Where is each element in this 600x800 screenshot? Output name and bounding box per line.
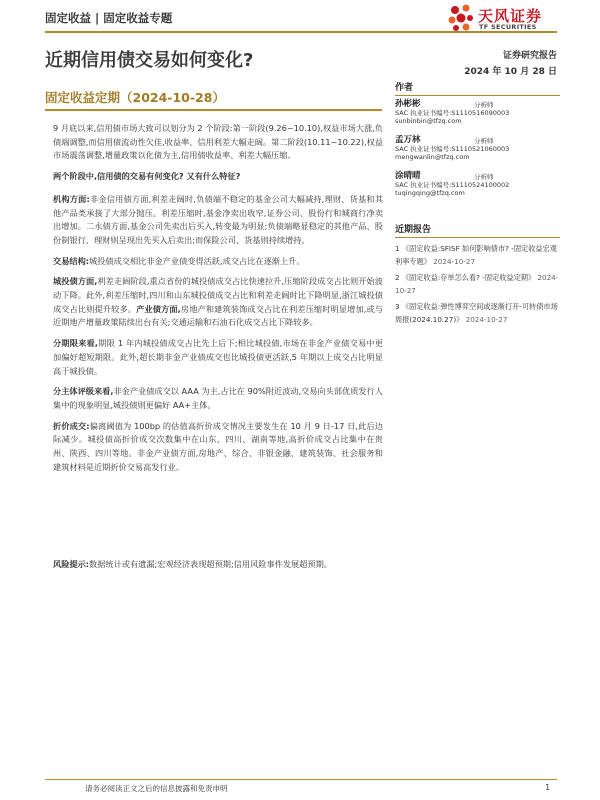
recent-heading: 近期报告 (395, 225, 432, 235)
term-paragraph (53, 337, 383, 378)
risk-label: 风险提示: (53, 559, 90, 569)
author-card (395, 172, 560, 208)
key-question: 两个阶段中,信用债的交易有何变化? 又有什么特征? (53, 171, 241, 182)
recent-reports (395, 222, 560, 326)
institutions-paragraph (53, 193, 383, 248)
page-subtitle: 固定收益定期（2024-10-28） (45, 90, 225, 105)
sidebar (395, 80, 560, 329)
discount-paragraph (53, 420, 383, 475)
risk-text: 数据统计或有遗漏;宏观经济表现超预期;信用风险事件发展超预期。 (89, 559, 332, 569)
author-email[interactable]: mengwanlin@tfzq.com (395, 153, 470, 161)
para-text: 期限 1 年内城投债成交占比先上后下;相比城投债,市场在非金产业债交易中更加偏好超短期限。此外,超长期非金产业债成交也比城投债更活跃,5 年期以上成交占比明显高于城投债。 (53, 338, 383, 376)
subtitle-divider (45, 109, 382, 111)
page-number: 1 (545, 783, 550, 792)
recent-report-date: 2024-10-27 (433, 257, 476, 266)
para-label: 交易结构: (53, 255, 90, 266)
recent-report-title[interactable]: 3 《固定收益:弹性博弈空间或逐渐打开-可转债市场周报(2024.10.27)》 (395, 302, 558, 324)
recent-report-item[interactable] (395, 300, 560, 326)
rating-paragraph (53, 385, 383, 412)
page-title: 近期信用债交易如何变化? (45, 50, 254, 71)
author-role: 分析师 (474, 137, 494, 145)
para-text: 利差走阔阶段,重点省份的城投债成交占比快速拉升,压缩阶段成交占比则开始波动下降。此外,利差压缩时,四川和山东城投债成交占比和利差走阔时比下降明显,浙江城投债成交占比则提升较多。 (53, 276, 383, 314)
author-name: 孟万林 (395, 135, 421, 145)
author-card (395, 100, 560, 136)
para-text: 偏离阈值为 100bp 的估值高折价成交情况主要发生在 10 月 9 日-17 日,此后边际减少。城投债高折价成交次数集中在山东、四川、湖南等地,高折价成交占比集中在贵州、陕西、四川等地。非金产业债方面,房地产、综合、非银金融、建筑装饰、社会服务和建筑材料是近期折价交易高发行业。 (53, 420, 383, 472)
para-text: 非金产业债成交以 AAA 为主,占比在 90%附近波动,交易向头部优质发行人集中的现象明显,城投债则更偏好 AA+主体。 (53, 386, 383, 410)
report-date: 2024 年 10 月 28 日 (464, 67, 557, 77)
author-email[interactable]: sunbinbin@tfzq.com (395, 117, 462, 125)
para-label: 折价成交: (53, 420, 90, 431)
authors-divider (395, 95, 560, 96)
para-label: 分期限来看, (53, 338, 99, 349)
report-category: 固定收益 | 固定收益专题 (45, 11, 173, 25)
recent-report-date: 2024-10-27 (395, 273, 559, 295)
para-text: 非金信用债方面,利差走阔时,负债端不稳定的基金公司大幅减持,理财、货基和其他产品类承接了大部分抛压。利差压缩时,基金净卖出收窄,证券公司、股份行和城商行净卖出增加。二永债方面,基金公司先卖出后买入,转变最为明显;负债端略显稳定的其他产品、股份制银行、理财则呈现出先买入后卖出;而保险公司、货基则持续增持。 (53, 193, 384, 245)
author-name: 孙彬彬 (395, 99, 421, 109)
recent-report-date: 2024-10-27 (465, 315, 508, 324)
logo-cn-text: 天风证券 (478, 7, 543, 25)
tf-logo-icon (446, 3, 476, 33)
para-label: 分主体评级来看, (53, 386, 114, 397)
para-label: 城投债方面, (53, 276, 98, 287)
recent-divider (395, 237, 560, 238)
recent-report-title[interactable]: 2 《固定收益:存单怎么看? -固定收益定期》 (395, 273, 536, 282)
risk-warning (53, 558, 383, 572)
author-role: 分析师 (474, 173, 494, 181)
recent-report-item[interactable] (395, 271, 560, 297)
structure-paragraph (53, 255, 383, 269)
para-text: 房地产和建筑装饰成交占比在利差压缩时明显增加,或与近期地产增量政策陆续出台有关;交通运输和石油石化成交占比下降较多。 (53, 303, 383, 328)
author-cert: SAC 执业证书编号:S1110516090003 (395, 108, 510, 117)
authors-heading: 作者 (395, 83, 414, 93)
intro-paragraph: 9 月底以来,信用债市场大致可以划分为 2 个阶段:第一阶段(9.26~10.10),权益市场大涨,负债端调整,而信用债流动性欠佳,收益率、信用利差大幅走阔。第二阶段(10.11~10.22),权益市场震荡调整,增量政策以化债为主,信用债收益率、利差大幅压缩。 (53, 123, 383, 161)
author-email[interactable]: tuqingqing@tfzq.com (395, 189, 465, 197)
report-type: 证券研究报告 (502, 51, 557, 61)
para-label: 产业债方面, (136, 303, 181, 314)
chengtou-paragraph (53, 275, 383, 330)
recent-report-item[interactable] (395, 242, 560, 268)
para-text: 城投债成交相比非金产业债变得活跃,成交占比在逐渐上升。 (89, 255, 305, 266)
author-name: 涂晴晴 (395, 171, 421, 181)
footer-disclaimer: 请务必阅读正文之后的信息披露和免责申明 (85, 784, 228, 793)
author-cert: SAC 执业证书编号:S1110521060003 (395, 144, 510, 153)
main-body (53, 122, 383, 481)
author-role: 分析师 (474, 101, 494, 109)
author-cert: SAC 执业证书编号:S1110524100002 (395, 180, 510, 189)
footer-divider (45, 779, 557, 780)
header-divider (45, 31, 557, 33)
recent-report-title[interactable]: 1 《固定收益:SFISF 如何影响债市? -固定收益宏观利率专题》 (395, 244, 557, 266)
logo-en-text: TF SECURITIES (479, 23, 537, 31)
author-card (395, 136, 560, 172)
para-label: 机构方面: (53, 193, 90, 204)
